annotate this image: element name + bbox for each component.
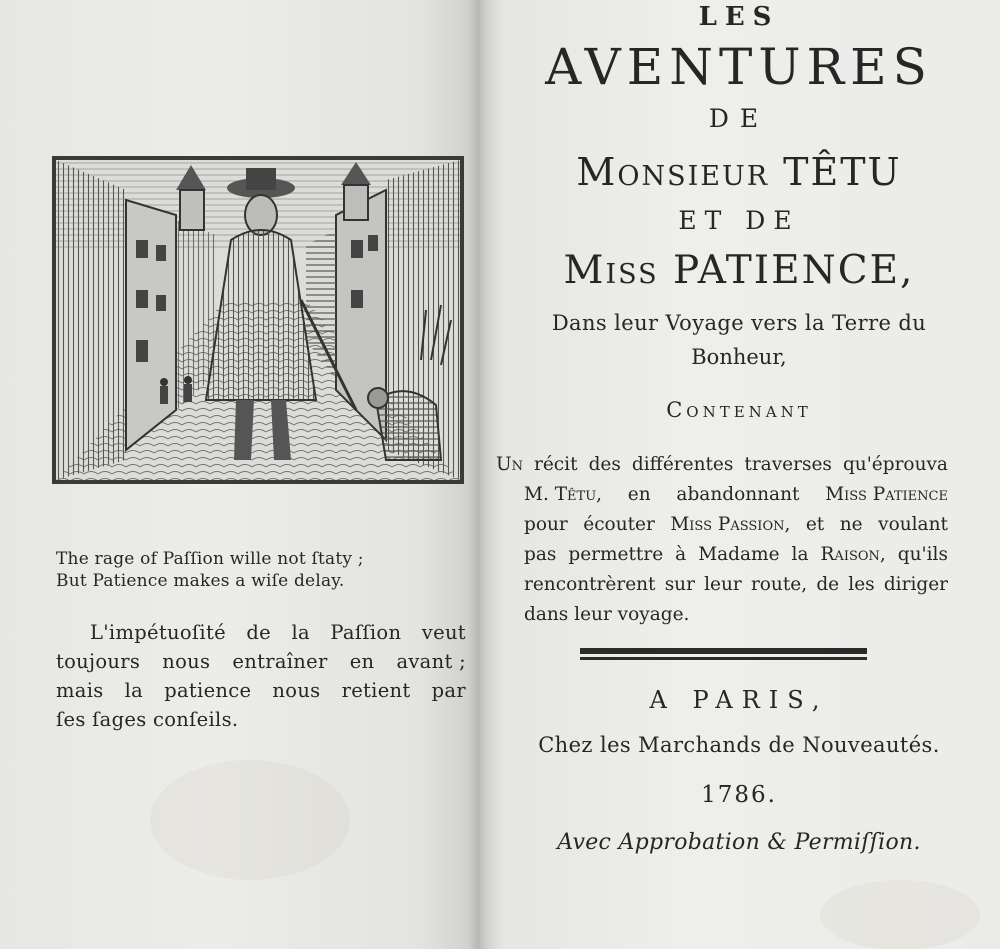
caption-line (56, 647, 466, 676)
summary-line (496, 540, 948, 570)
summary-word: qu'éprouva (842, 454, 948, 475)
french-caption (56, 618, 466, 734)
summary-line (496, 600, 948, 630)
double-rule-divider (580, 648, 867, 665)
caption-line (56, 676, 466, 705)
summary-word: et (805, 514, 825, 535)
caption-word: nous (272, 679, 321, 702)
rule-thick (580, 648, 867, 654)
summary-word: de (816, 574, 840, 595)
summary-word: la (791, 544, 809, 565)
summary-line (496, 480, 948, 510)
summary-word: récit (534, 454, 578, 475)
summary-word: rencontrèrent (524, 574, 656, 595)
caption-word: la (291, 621, 310, 644)
caption-word: veut (421, 621, 466, 644)
verse-line: The rage of Paſſion wille not ſtaty ; (56, 549, 364, 569)
caption-word: la (124, 679, 144, 702)
summary-word: ne (839, 514, 863, 535)
title-miss-patience: Miss PATIENCE, (563, 248, 915, 293)
summary-word: Un (496, 454, 523, 475)
summary-word: pour (524, 514, 568, 535)
summary-word: différentes (631, 454, 734, 475)
woodcut-illustration (52, 156, 464, 484)
caption-word: L'impétuoſité (90, 621, 226, 644)
title-les: LES (698, 2, 780, 32)
imprint-publisher: Chez les Marchands de Nouveautés. (538, 733, 940, 757)
caption-word: ſes ſages conſeils. (56, 708, 239, 731)
subtitle-line: Dans leur Voyage vers la Terre du (551, 311, 927, 335)
imprint-place: A PARIS, (649, 686, 829, 714)
summary-word: à (675, 544, 687, 565)
summary-line (496, 450, 948, 480)
summary-paragraph (496, 450, 948, 630)
caption-word: patience (164, 679, 252, 702)
summary-word: en (627, 484, 651, 505)
summary-word: route, (750, 574, 808, 595)
summary-word: abandonnant (676, 484, 800, 505)
contenant-heading: Contenant (666, 398, 812, 422)
summary-word: diriger (883, 574, 948, 595)
caption-word: mais (56, 679, 104, 702)
summary-word: dans leur voyage. (524, 604, 690, 625)
summary-word: écouter (583, 514, 655, 535)
title-et-de: ET DE (678, 206, 800, 235)
summary-line (496, 510, 948, 540)
summary-word: voulant (878, 514, 948, 535)
caption-word: retient (341, 679, 411, 702)
summary-word: sur (664, 574, 695, 595)
caption-word: Paſſion (330, 621, 402, 644)
title-aventures: AVENTURES (545, 38, 933, 96)
caption-word: par (431, 679, 466, 702)
approbation-line: Avec Approbation & Permiſſion. (557, 830, 921, 855)
caption-word: toujours (56, 650, 141, 673)
rule-thin (580, 657, 867, 660)
summary-word: pas (524, 544, 557, 565)
summary-word: permettre (568, 544, 664, 565)
title-monsieur-tetu: Monsieur TÊTU (576, 150, 902, 194)
summary-word: leur (704, 574, 742, 595)
summary-word: traverses (744, 454, 832, 475)
summary-word: Miss Passion, (670, 514, 791, 535)
paper-stain (150, 760, 350, 880)
english-verse (56, 548, 436, 592)
caption-word: avant ; (396, 650, 466, 673)
summary-word: Raison, (820, 544, 886, 565)
summary-word: des (588, 454, 621, 475)
summary-word: M. Têtu, (524, 484, 603, 505)
summary-word: qu'ils (897, 544, 948, 565)
summary-line (496, 570, 948, 600)
summary-word: Madame (698, 544, 780, 565)
summary-word: Miss Patience (825, 484, 948, 505)
caption-word: en (349, 650, 375, 673)
imprint-year: 1786. (701, 782, 777, 808)
woodcut-image (56, 160, 460, 480)
caption-word: entraîner (232, 650, 328, 673)
caption-word: nous (162, 650, 211, 673)
summary-word: les (848, 574, 875, 595)
subtitle-line: Bonheur, (691, 345, 787, 369)
caption-word: de (246, 621, 272, 644)
caption-line (56, 618, 466, 647)
caption-line (56, 705, 466, 734)
verse-line: But Patience makes a wiſe delay. (56, 571, 345, 591)
title-de: DE (708, 104, 770, 133)
paper-stain (820, 880, 980, 949)
